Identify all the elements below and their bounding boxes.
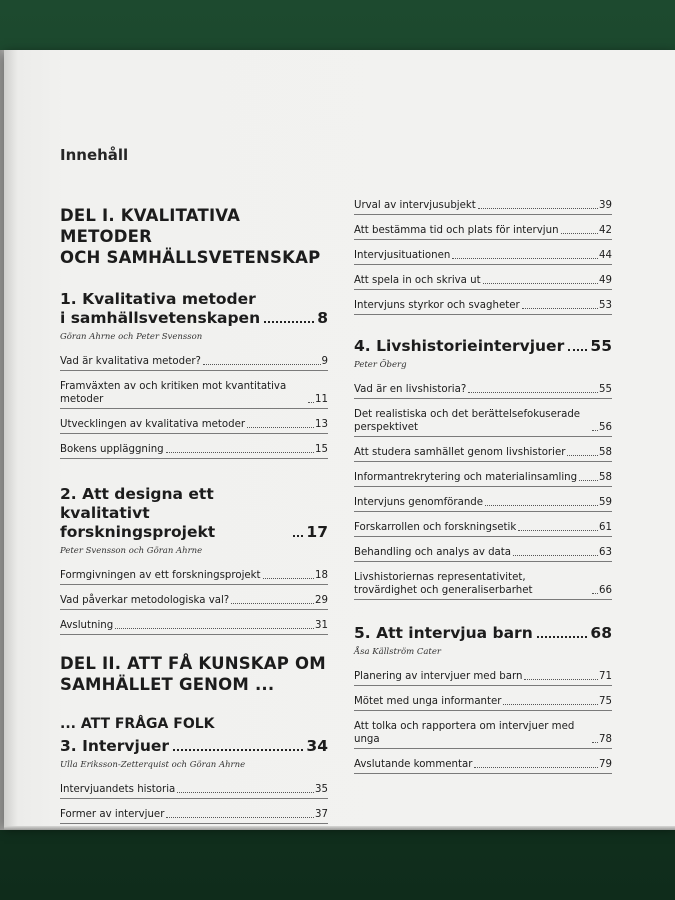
- entry-text: Urval av intervjusubjekt: [354, 200, 476, 211]
- chapter-3-author: Ulla Eriksson-Zetterquist och Göran Ahrne: [60, 760, 246, 770]
- entry-text: Formgivningen av ett forskningsprojekt: [60, 570, 261, 581]
- leader-dots: [264, 321, 314, 323]
- entry-text: Att spela in och skriva ut: [354, 275, 481, 286]
- toc-right-column: [354, 196, 612, 774]
- part-2-heading: [60, 653, 328, 695]
- leader-dots: [166, 452, 314, 453]
- toc-entry[interactable]: [354, 518, 612, 537]
- entry-text: Intervjuns genomförande: [354, 497, 484, 508]
- toc-entry[interactable]: [354, 468, 612, 487]
- chapter-1-title-text: [60, 290, 260, 328]
- chapter-5-page: 68: [590, 624, 612, 642]
- leader-dots: [568, 349, 587, 351]
- leader-dots: [293, 535, 303, 537]
- chapter-3-title[interactable]: [60, 737, 328, 756]
- entry-page: 37: [315, 809, 328, 820]
- chapter-5-title-text: 5. Att intervjua barn: [354, 624, 533, 642]
- leader-dots: [173, 749, 303, 751]
- entry-text: Framväxten av och kritiken mot kvantitativa metoder: [60, 381, 287, 405]
- entry-page: 15: [315, 444, 328, 455]
- entry-text: Livshistoriernas representativitet, trovärdighet och generaliserbarhet: [354, 572, 533, 596]
- entry-text: Intervjuandets historia: [60, 784, 176, 795]
- leader-dots: [247, 427, 314, 428]
- entry-page: 58: [599, 472, 612, 483]
- chapter-2-title-line-1: 2. Att designa ett kvalitativt: [60, 485, 214, 522]
- leader-dots: [177, 792, 314, 793]
- part-2-line-1: DEL II. ATT FÅ KUNSKAP OM: [60, 654, 326, 673]
- toc-entry[interactable]: [354, 271, 612, 290]
- entry-text: Avslutande kommentar: [354, 759, 473, 770]
- leader-dots: [513, 555, 598, 556]
- toc-entry[interactable]: [354, 543, 612, 562]
- toc-entry[interactable]: [60, 616, 328, 635]
- entry-text: Bokens uppläggning: [60, 444, 164, 455]
- entry-page: 56: [599, 422, 612, 433]
- entry-text: Vad påverkar metodologiska val?: [60, 595, 230, 606]
- entry-text: Forskarrollen och forskningsetik: [354, 522, 517, 533]
- entry-page: 42: [599, 225, 612, 236]
- chapter-2-author: Peter Svensson och Göran Ahrne: [60, 546, 203, 556]
- entry-text: Vad är en livshistoria?: [354, 384, 467, 395]
- entry-page: 29: [315, 595, 328, 606]
- subpart-heading: ... ATT FRÅGA FOLK: [60, 716, 215, 732]
- entry-page: 55: [599, 384, 612, 395]
- leader-dots: [485, 505, 598, 506]
- leader-dots: [592, 430, 598, 431]
- chapter-4-title-text: 4. Livshistorieintervjuer: [354, 337, 565, 355]
- part-1-line-2: OCH SAMHÄLLSVETENSKAP: [60, 248, 321, 267]
- entry-page: 75: [599, 696, 612, 707]
- leader-dots: [308, 402, 314, 403]
- entry-page: 79: [599, 759, 612, 770]
- entry-text: Informantrekrytering och materialinsamling: [354, 472, 578, 483]
- chapter-1-title[interactable]: [60, 290, 328, 328]
- toc-entry[interactable]: [354, 405, 612, 437]
- toc-entry[interactable]: [60, 415, 328, 434]
- entry-text: Intervjuns styrkor och svagheter: [354, 300, 520, 311]
- entry-page: 35: [315, 784, 328, 795]
- entry-page: 13: [315, 419, 328, 430]
- entry-text: Vad är kvalitativa metoder?: [60, 356, 201, 367]
- entry-text: Planering av intervjuer med barn: [354, 671, 523, 682]
- entry-page: 39: [599, 200, 612, 211]
- entry-page: 66: [599, 585, 612, 596]
- leader-dots: [203, 364, 321, 365]
- leader-dots: [522, 308, 598, 309]
- page-bottom-edge: [4, 826, 675, 830]
- entry-page: 53: [599, 300, 612, 311]
- chapter-4-author: Peter Öberg: [354, 360, 407, 370]
- entry-text: Intervjusituationen: [354, 250, 451, 261]
- toc-entry[interactable]: [354, 246, 612, 265]
- toc-entry[interactable]: [60, 440, 328, 459]
- entry-text: Behandling och analys av data: [354, 547, 512, 558]
- toc-heading: Innehåll: [60, 146, 129, 164]
- leader-dots: [503, 704, 598, 705]
- chapter-3: [60, 737, 328, 824]
- toc-entry[interactable]: [60, 780, 328, 799]
- chapter-1-title-line-2: i samhällsvetenskapen: [60, 309, 261, 327]
- chapter-2-page: 17: [306, 523, 328, 541]
- toc-entry[interactable]: [60, 566, 328, 585]
- leader-dots: [468, 392, 598, 393]
- entry-page: 49: [599, 275, 612, 286]
- leader-dots: [537, 636, 588, 638]
- leader-dots: [592, 593, 598, 594]
- entry-page: 63: [599, 547, 612, 558]
- chapter-5: [354, 624, 612, 774]
- chapter-1-page: 8: [317, 309, 328, 327]
- chapter-5-author: Åsa Källström Cater: [354, 647, 441, 657]
- toc-entry[interactable]: [354, 196, 612, 215]
- chapter-4-title[interactable]: [354, 337, 612, 356]
- toc-entry[interactable]: [60, 591, 328, 610]
- chapter-2-title[interactable]: [60, 485, 328, 542]
- chapter-2-title-text: [60, 485, 289, 542]
- chapter-4-page: 55: [590, 337, 612, 355]
- entry-text: Avslutning: [60, 620, 114, 631]
- entry-page: 58: [599, 447, 612, 458]
- leader-dots: [115, 628, 314, 629]
- leader-dots: [231, 603, 314, 604]
- leader-dots: [579, 480, 598, 481]
- chapter-3-title-text: 3. Intervjuer: [60, 737, 170, 755]
- toc-entry[interactable]: [60, 352, 328, 371]
- toc-entry[interactable]: [354, 568, 612, 600]
- chapter-3-page: 34: [306, 737, 328, 755]
- entry-text: Former av intervjuer: [60, 809, 165, 820]
- chapter-1-title-line-1: 1. Kvalitativa metoder: [60, 290, 256, 308]
- leader-dots: [263, 578, 314, 579]
- toc-entry[interactable]: [60, 805, 328, 824]
- part-2-line-2: SAMHÄLLET GENOM ...: [60, 675, 275, 694]
- chapter-4: [354, 337, 612, 600]
- entry-page: 11: [315, 394, 328, 405]
- entry-text: Att tolka och rapportera om intervjuer med unga: [354, 721, 575, 745]
- entry-page: 61: [599, 522, 612, 533]
- toc-entry[interactable]: [60, 377, 328, 409]
- entry-text: Utvecklingen av kvalitativa metoder: [60, 419, 246, 430]
- toc-entry[interactable]: [354, 692, 612, 711]
- leader-dots: [592, 742, 598, 743]
- toc-entry[interactable]: [354, 667, 612, 686]
- toc-entry[interactable]: [354, 380, 612, 399]
- chapter-5-title[interactable]: [354, 624, 612, 643]
- chapter-3-continued: [354, 196, 612, 315]
- chapter-1-author: Göran Ahrne och Peter Svensson: [60, 332, 203, 342]
- toc-entry[interactable]: [354, 755, 612, 774]
- entry-text: Att studera samhället genom livshistorier: [354, 447, 566, 458]
- leader-dots: [518, 530, 598, 531]
- entry-page: 59: [599, 497, 612, 508]
- entry-page: 9: [321, 356, 328, 367]
- part-1-line-1: DEL I. KVALITATIVA METODER: [60, 206, 241, 246]
- entry-text: Det realistiska och det berättelsefokuserade perspektivet: [354, 409, 581, 433]
- leader-dots: [567, 455, 598, 456]
- chapter-1: [60, 290, 328, 459]
- toc-entry[interactable]: [354, 221, 612, 240]
- entry-page: 31: [315, 620, 328, 631]
- entry-page: 44: [599, 250, 612, 261]
- entry-text: Att bestämma tid och plats för intervjun: [354, 225, 559, 236]
- toc-left-column: [60, 205, 328, 824]
- toc-entry[interactable]: [354, 443, 612, 462]
- leader-dots: [452, 258, 598, 259]
- leader-dots: [561, 233, 599, 234]
- toc-entry[interactable]: [354, 717, 612, 749]
- entry-text: Mötet med unga informanter: [354, 696, 502, 707]
- leader-dots: [474, 767, 598, 768]
- part-1-heading: [60, 205, 328, 268]
- entry-page: 18: [315, 570, 328, 581]
- leader-dots: [478, 208, 598, 209]
- leader-dots: [524, 679, 598, 680]
- entry-page: 71: [599, 671, 612, 682]
- leader-dots: [483, 283, 598, 284]
- toc-entry[interactable]: [354, 493, 612, 512]
- entry-page: 78: [599, 734, 612, 745]
- toc-entry[interactable]: [354, 296, 612, 315]
- chapter-2: [60, 485, 328, 635]
- leader-dots: [166, 817, 314, 818]
- chapter-2-title-line-2: forskningsprojekt: [60, 523, 216, 541]
